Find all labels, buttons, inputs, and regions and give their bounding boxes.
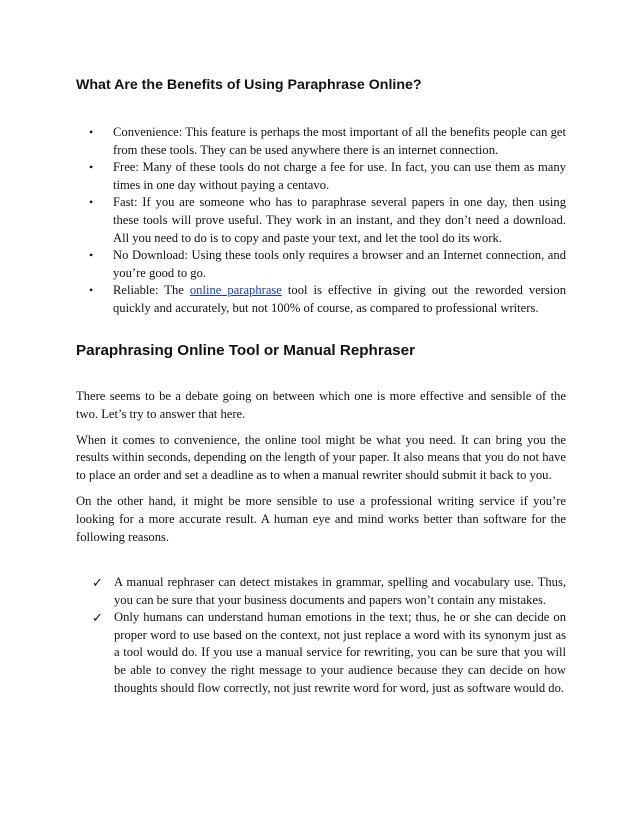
list-item: [86, 124, 566, 159]
bullet-icon: •: [89, 125, 94, 139]
section-heading-benefits: What Are the Benefits of Using Paraphrase Online?: [76, 77, 422, 93]
list-item-text: Convenience: This feature is perhaps the most important of all the benefits people can get from these tools. They can be used anywhere there is an internet connection.: [113, 125, 566, 157]
list-item-text: No Download: Using these tools only requires a browser and an Internet connection, and you’re good to go.: [113, 248, 566, 280]
list-item: [86, 282, 566, 317]
list-item-text-after: tool is effective in giving out the reworded version quickly and accurately, but not 100% of course, as compared to professional writers.: [113, 283, 566, 315]
checkmark-icon: ✓: [92, 610, 103, 626]
benefits-list: [86, 124, 566, 318]
online-paraphrase-link[interactable]: online paraphrase: [189, 283, 282, 298]
paragraph: When it comes to convenience, the online tool might be what you need. It can bring you the results within seconds, depending on the length of your paper. It also means that you do not have to place an order and set a deadline as to when a manual rewriter should submit it back to you.: [76, 432, 566, 483]
section-heading-tool-vs-manual: Paraphrasing Online Tool or Manual Rephraser: [76, 342, 415, 359]
checkmark-icon: ✓: [92, 575, 103, 590]
bullet-icon: •: [89, 160, 94, 175]
paragraph: There seems to be a debate going on between which one is more effective and sensible of the two. Let’s try to answer that here.: [76, 389, 566, 421]
paragraph: On the other hand, it might be more sensible to use a professional writing service if you’re looking for a more accurate result. A human eye and mind works better than software for the following reasons.: [76, 493, 566, 544]
list-item-text: Only humans can understand human emotions in the text; thus, he or she can decide on proper word to use based on the context, not just replace a word with its synonym just as a tool would do. If you use a manual service for rewriting, you can be sure that you will be able to convey the right message to your audience because they can decide on how thoughts should flow correctly, not just rewrite word for word, just as software would do.: [114, 610, 566, 695]
bullet-icon: •: [89, 248, 94, 263]
list-item: [92, 574, 566, 609]
bullet-icon: •: [89, 195, 94, 210]
list-item: [86, 159, 566, 194]
reasons-checklist: [92, 574, 566, 697]
body-text: [76, 388, 566, 554]
list-item: [92, 609, 566, 697]
bullet-icon: •: [89, 283, 94, 298]
list-item-text: Fast: If you are someone who has to paraphrase several papers in one day, then using these tools will prove useful. They work in an instant, and they don’t need a download. All you need to do is to copy and paste your text, and let the tool do its work.: [113, 195, 566, 245]
list-item-text: Free: Many of these tools do not charge a fee for use. In fact, you can use them as many times in one day without paying a centavo.: [113, 160, 566, 192]
list-item: [86, 194, 566, 247]
list-item: [86, 247, 566, 282]
list-item-text: A manual rephraser can detect mistakes in grammar, spelling and vocabulary use. Thus, you can be sure that your business documents and papers won’t contain any mistakes.: [114, 575, 566, 607]
list-item-text-before: Reliable: The: [113, 283, 190, 298]
